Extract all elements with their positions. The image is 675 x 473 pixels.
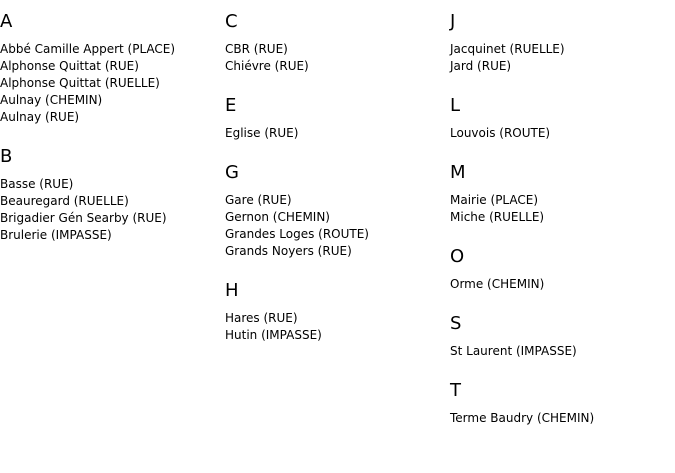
street-list <box>225 125 450 142</box>
letter-heading: E <box>225 95 237 116</box>
street-list <box>450 192 675 226</box>
street-link[interactable]: Hares (RUE) <box>225 311 298 325</box>
letter-heading: T <box>450 380 462 401</box>
street-link[interactable]: Aulnay (RUE) <box>0 110 80 124</box>
letter-heading: J <box>450 11 456 32</box>
street-link[interactable]: Gare (RUE) <box>225 193 292 207</box>
letter-heading: O <box>450 246 465 267</box>
street-link[interactable]: Abbé Camille Appert (PLACE) <box>0 42 176 56</box>
letter-group-h <box>225 280 450 344</box>
street-link[interactable]: Grands Noyers (RUE) <box>225 244 352 258</box>
letter-heading: S <box>450 313 462 334</box>
street-link[interactable]: St Laurent (IMPASSE) <box>450 344 577 358</box>
street-link[interactable]: Beauregard (RUELLE) <box>0 194 129 208</box>
street-link[interactable]: Alphonse Quittat (RUELLE) <box>0 76 160 90</box>
letter-group-g <box>225 162 450 260</box>
street-link[interactable]: Aulnay (CHEMIN) <box>0 93 103 107</box>
street-list <box>225 192 450 260</box>
street-link[interactable]: Gernon (CHEMIN) <box>225 210 330 224</box>
letter-heading: C <box>225 11 239 32</box>
letter-heading: H <box>225 280 240 301</box>
street-link[interactable]: Basse (RUE) <box>0 177 74 191</box>
street-link[interactable]: Hutin (IMPASSE) <box>225 328 322 342</box>
index-column-3 <box>450 0 675 427</box>
street-list <box>450 276 675 293</box>
street-link[interactable]: Brulerie (IMPASSE) <box>0 228 112 242</box>
letter-group-j <box>450 11 675 75</box>
street-list <box>225 310 450 344</box>
letter-heading: L <box>450 95 461 116</box>
letter-group-m <box>450 162 675 226</box>
street-link[interactable]: Chiévre (RUE) <box>225 59 309 73</box>
street-link[interactable]: CBR (RUE) <box>225 42 288 56</box>
street-link[interactable]: Jacquinet (RUELLE) <box>450 42 565 56</box>
street-list <box>0 176 225 244</box>
letter-group-l <box>450 95 675 142</box>
street-link[interactable]: Miche (RUELLE) <box>450 210 545 224</box>
street-list <box>0 41 225 126</box>
letter-group-c <box>225 11 450 75</box>
street-list <box>225 41 450 75</box>
street-list <box>450 410 675 427</box>
street-link[interactable]: Alphonse Quittat (RUE) <box>0 59 139 73</box>
letter-group-o <box>450 246 675 293</box>
street-list <box>450 125 675 142</box>
letter-group-s <box>450 313 675 360</box>
street-list <box>450 41 675 75</box>
street-link[interactable]: Louvois (ROUTE) <box>450 126 551 140</box>
street-link[interactable]: Terme Baudry (CHEMIN) <box>450 411 595 425</box>
letter-group-e <box>225 95 450 142</box>
street-link[interactable]: Jard (RUE) <box>450 59 512 73</box>
street-link[interactable]: Grandes Loges (ROUTE) <box>225 227 369 241</box>
letter-group-a <box>0 11 225 126</box>
letter-heading: B <box>0 146 13 167</box>
street-list <box>450 343 675 360</box>
letter-heading: M <box>450 162 467 183</box>
index-column-2 <box>225 0 450 344</box>
letter-heading: G <box>225 162 240 183</box>
index-column-1 <box>0 0 225 244</box>
letter-heading: A <box>0 11 13 32</box>
letter-group-t <box>450 380 675 427</box>
letter-group-b <box>0 146 225 244</box>
street-link[interactable]: Orme (CHEMIN) <box>450 277 545 291</box>
street-link[interactable]: Mairie (PLACE) <box>450 193 539 207</box>
street-link[interactable]: Brigadier Gén Searby (RUE) <box>0 211 167 225</box>
street-link[interactable]: Eglise (RUE) <box>225 126 299 140</box>
